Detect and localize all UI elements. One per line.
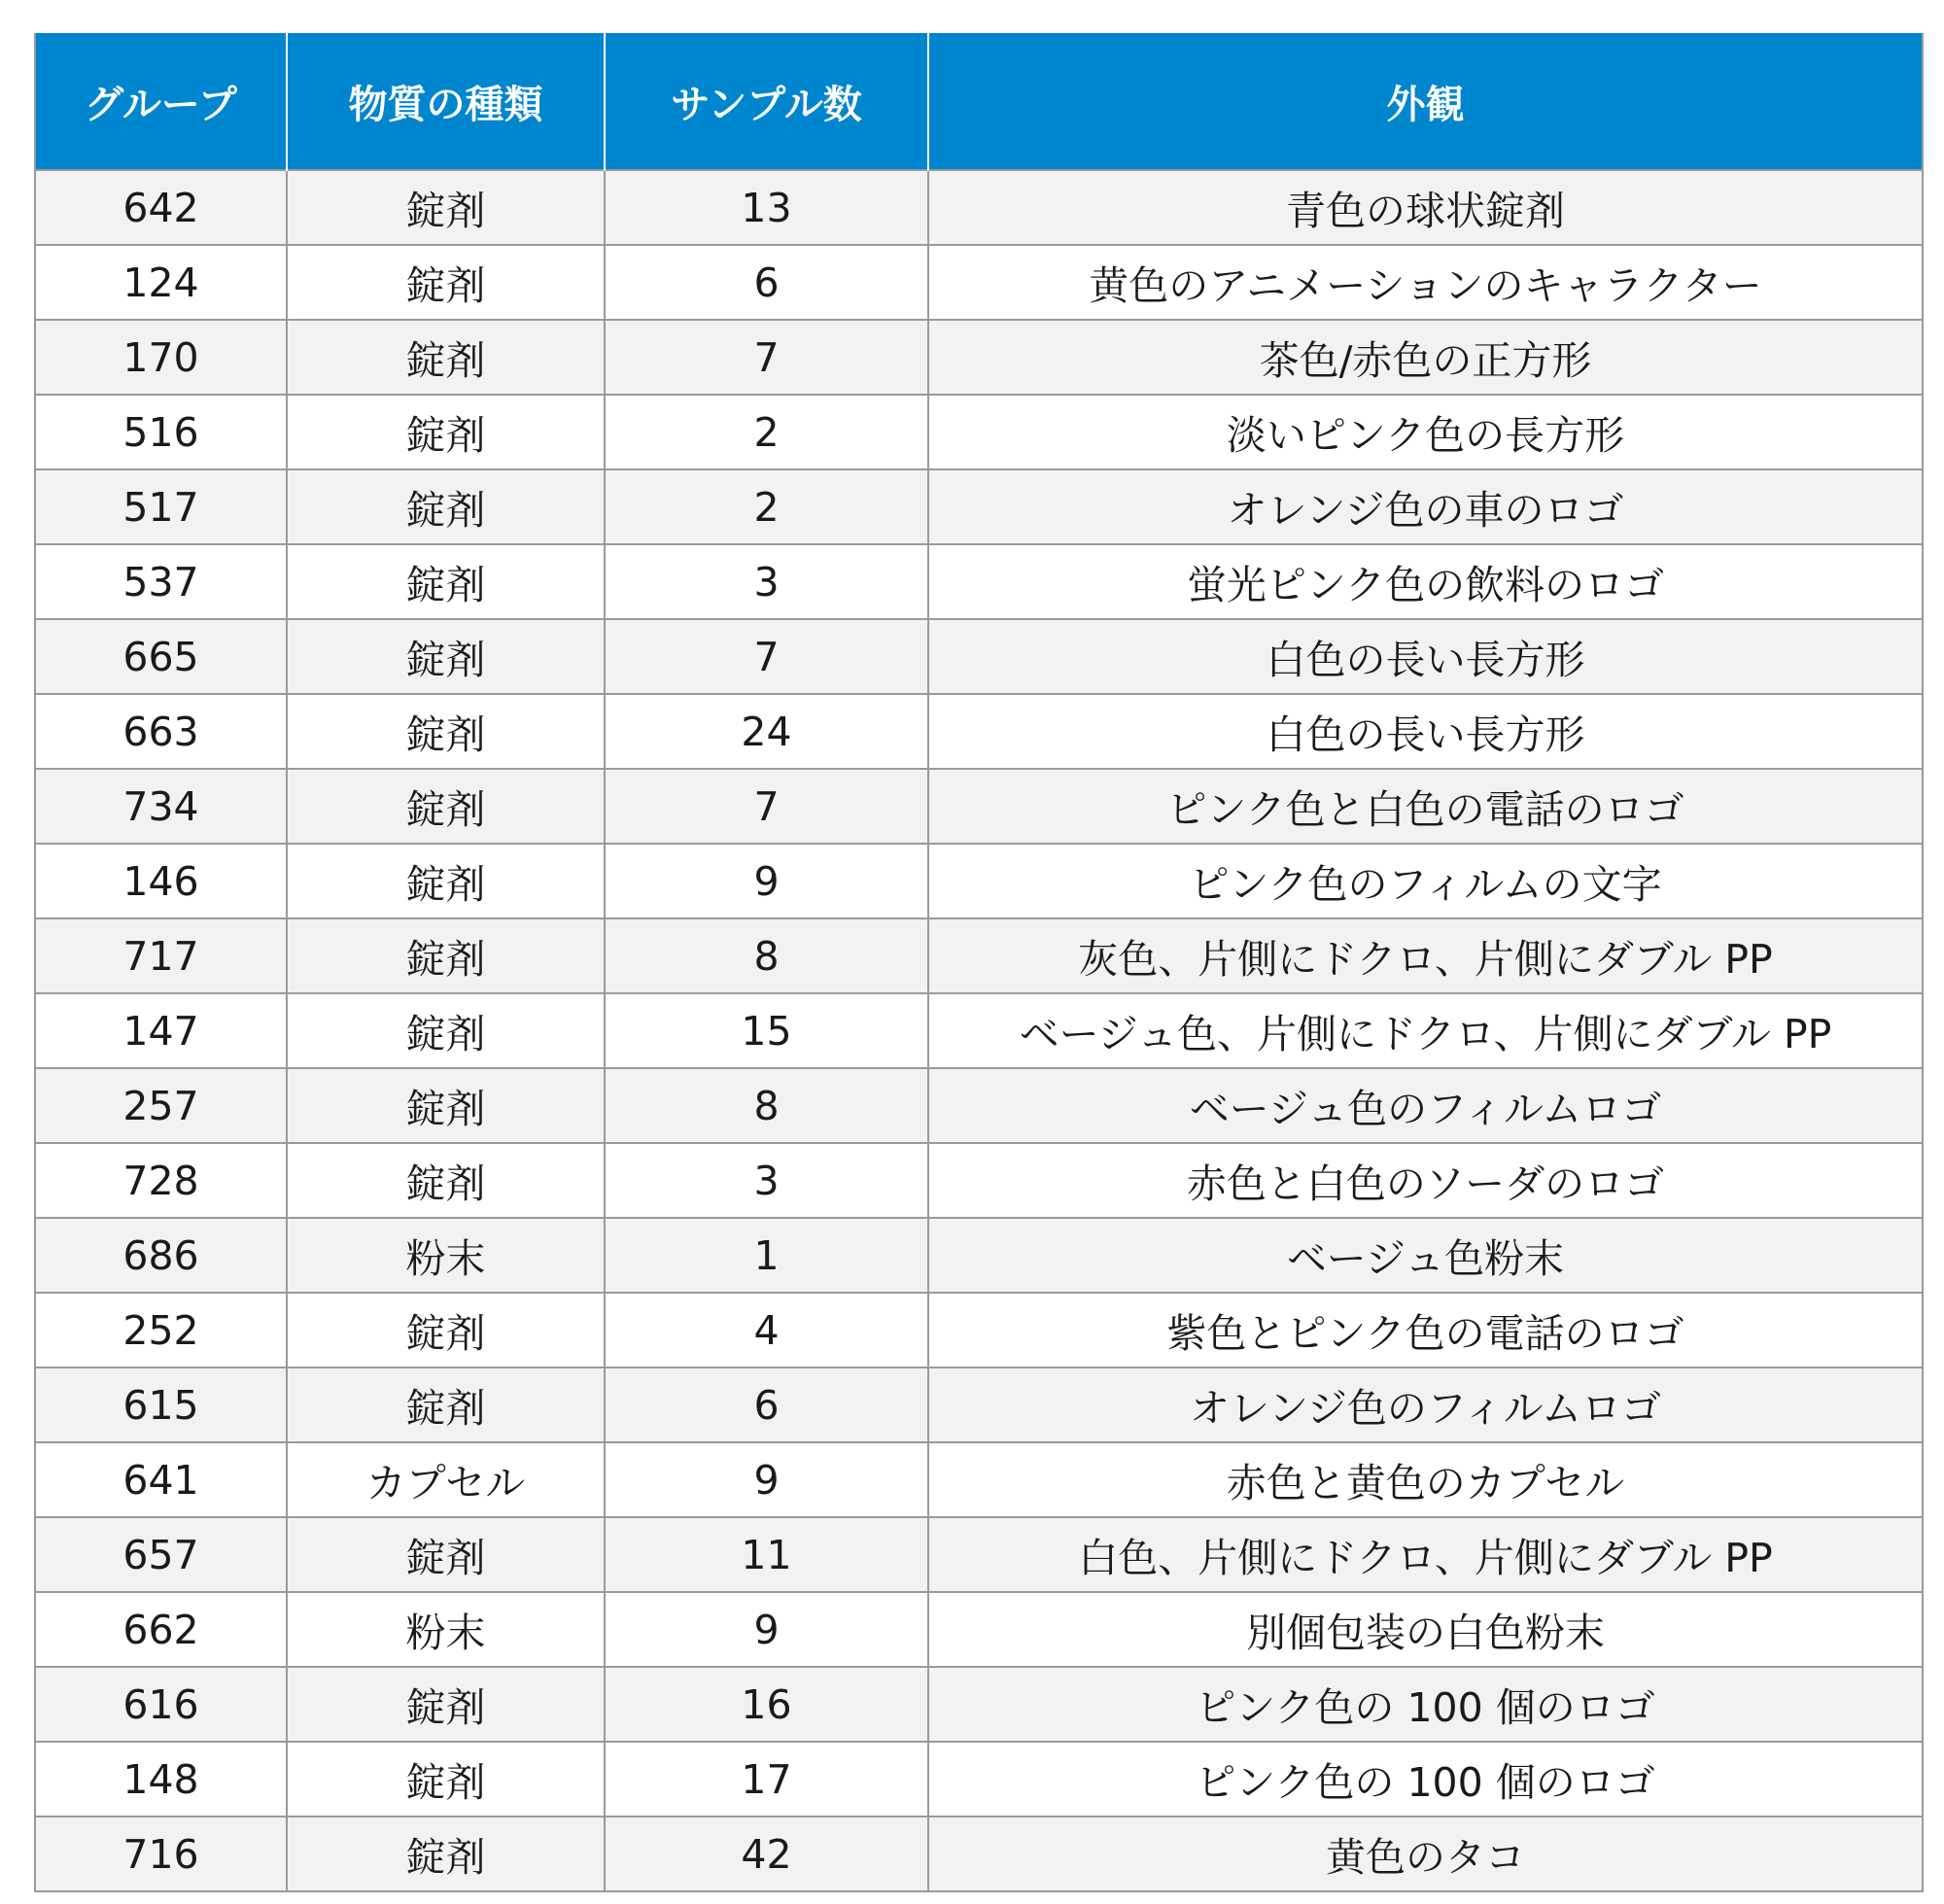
header-substance-type: 物質の種類 <box>287 33 605 170</box>
cell-substance-type: 錠剤 <box>287 1742 605 1817</box>
cell-substance-type: 錠剤 <box>287 469 605 544</box>
cell-substance-type: 錠剤 <box>287 1293 605 1367</box>
cell-sample-count: 6 <box>605 1367 928 1442</box>
cell-sample-count: 4 <box>605 1293 928 1367</box>
table-row <box>35 619 1923 694</box>
cell-sample-count: 42 <box>605 1817 928 1891</box>
cell-sample-count: 7 <box>605 320 928 395</box>
table-header <box>35 33 1923 170</box>
cell-sample-count: 6 <box>605 245 928 320</box>
cell-sample-count: 3 <box>605 544 928 619</box>
cell-appearance: オレンジ色の車のロゴ <box>928 469 1923 544</box>
cell-substance-type: 粉末 <box>287 1218 605 1293</box>
header-sample-count: サンプル数 <box>605 33 928 170</box>
cell-appearance: ピンク色のフィルムの文字 <box>928 844 1923 918</box>
cell-group: 615 <box>35 1367 287 1442</box>
table-row <box>35 1817 1923 1891</box>
cell-substance-type: 錠剤 <box>287 395 605 469</box>
cell-group: 147 <box>35 993 287 1068</box>
table-row <box>35 320 1923 395</box>
cell-group: 517 <box>35 469 287 544</box>
table-row <box>35 1068 1923 1143</box>
cell-appearance: 青色の球状錠剤 <box>928 170 1923 245</box>
cell-group: 616 <box>35 1667 287 1742</box>
cell-substance-type: 錠剤 <box>287 769 605 844</box>
cell-substance-type: 錠剤 <box>287 844 605 918</box>
table-row <box>35 395 1923 469</box>
cell-appearance: 蛍光ピンク色の飲料のロゴ <box>928 544 1923 619</box>
cell-appearance: 黄色のタコ <box>928 1817 1923 1891</box>
cell-appearance: ピンク色の 100 個のロゴ <box>928 1742 1923 1817</box>
table-row <box>35 1442 1923 1517</box>
table-row <box>35 1667 1923 1742</box>
table-row <box>35 1293 1923 1367</box>
table-row <box>35 844 1923 918</box>
cell-sample-count: 7 <box>605 619 928 694</box>
cell-substance-type: 錠剤 <box>287 1143 605 1218</box>
cell-appearance: ベージュ色粉末 <box>928 1218 1923 1293</box>
cell-appearance: 赤色と白色のソーダのロゴ <box>928 1143 1923 1218</box>
cell-sample-count: 15 <box>605 993 928 1068</box>
cell-appearance: ベージュ色、片側にドクロ、片側にダブル PP <box>928 993 1923 1068</box>
table-row <box>35 245 1923 320</box>
cell-substance-type: 錠剤 <box>287 1667 605 1742</box>
cell-substance-type: 粉末 <box>287 1592 605 1667</box>
table-row <box>35 469 1923 544</box>
cell-appearance: 淡いピンク色の長方形 <box>928 395 1923 469</box>
cell-sample-count: 7 <box>605 769 928 844</box>
data-table-container <box>34 33 1922 1892</box>
table-row <box>35 544 1923 619</box>
cell-substance-type: 錠剤 <box>287 320 605 395</box>
cell-group: 717 <box>35 918 287 993</box>
cell-substance-type: 錠剤 <box>287 1068 605 1143</box>
table-row <box>35 1517 1923 1592</box>
cell-appearance: 赤色と黄色のカプセル <box>928 1442 1923 1517</box>
cell-group: 716 <box>35 1817 287 1891</box>
cell-group: 642 <box>35 170 287 245</box>
cell-sample-count: 1 <box>605 1218 928 1293</box>
cell-substance-type: 錠剤 <box>287 1517 605 1592</box>
cell-sample-count: 9 <box>605 1442 928 1517</box>
cell-group: 257 <box>35 1068 287 1143</box>
cell-appearance: 白色、片側にドクロ、片側にダブル PP <box>928 1517 1923 1592</box>
cell-group: 663 <box>35 694 287 769</box>
cell-group: 686 <box>35 1218 287 1293</box>
cell-sample-count: 24 <box>605 694 928 769</box>
cell-appearance: 紫色とピンク色の電話のロゴ <box>928 1293 1923 1367</box>
table-row <box>35 918 1923 993</box>
table-row <box>35 993 1923 1068</box>
cell-substance-type: カプセル <box>287 1442 605 1517</box>
cell-group: 728 <box>35 1143 287 1218</box>
cell-group: 170 <box>35 320 287 395</box>
cell-substance-type: 錠剤 <box>287 619 605 694</box>
table-row <box>35 1143 1923 1218</box>
data-table <box>34 33 1924 1892</box>
cell-sample-count: 2 <box>605 469 928 544</box>
header-appearance: 外観 <box>928 33 1923 170</box>
table-body <box>35 170 1923 1891</box>
cell-sample-count: 9 <box>605 1592 928 1667</box>
cell-sample-count: 9 <box>605 844 928 918</box>
cell-sample-count: 3 <box>605 1143 928 1218</box>
cell-group: 641 <box>35 1442 287 1517</box>
cell-substance-type: 錠剤 <box>287 170 605 245</box>
cell-appearance: オレンジ色のフィルムロゴ <box>928 1367 1923 1442</box>
header-row <box>35 33 1923 170</box>
cell-group: 516 <box>35 395 287 469</box>
cell-appearance: 白色の長い長方形 <box>928 694 1923 769</box>
cell-sample-count: 16 <box>605 1667 928 1742</box>
cell-substance-type: 錠剤 <box>287 694 605 769</box>
table-row <box>35 769 1923 844</box>
cell-sample-count: 2 <box>605 395 928 469</box>
cell-sample-count: 13 <box>605 170 928 245</box>
table-row <box>35 1218 1923 1293</box>
cell-appearance: ピンク色の 100 個のロゴ <box>928 1667 1923 1742</box>
cell-group: 146 <box>35 844 287 918</box>
cell-substance-type: 錠剤 <box>287 1367 605 1442</box>
cell-sample-count: 8 <box>605 918 928 993</box>
table-row <box>35 1592 1923 1667</box>
cell-sample-count: 8 <box>605 1068 928 1143</box>
cell-sample-count: 17 <box>605 1742 928 1817</box>
cell-group: 665 <box>35 619 287 694</box>
cell-appearance: 灰色、片側にドクロ、片側にダブル PP <box>928 918 1923 993</box>
cell-group: 662 <box>35 1592 287 1667</box>
cell-group: 148 <box>35 1742 287 1817</box>
header-group: グループ <box>35 33 287 170</box>
cell-appearance: 黄色のアニメーションのキャラクター <box>928 245 1923 320</box>
cell-appearance: 茶色/赤色の正方形 <box>928 320 1923 395</box>
table-row <box>35 1742 1923 1817</box>
table-row <box>35 1367 1923 1442</box>
cell-group: 252 <box>35 1293 287 1367</box>
cell-group: 124 <box>35 245 287 320</box>
cell-substance-type: 錠剤 <box>287 544 605 619</box>
cell-group: 734 <box>35 769 287 844</box>
cell-substance-type: 錠剤 <box>287 918 605 993</box>
cell-substance-type: 錠剤 <box>287 993 605 1068</box>
table-row <box>35 170 1923 245</box>
cell-appearance: 白色の長い長方形 <box>928 619 1923 694</box>
table-row <box>35 694 1923 769</box>
cell-substance-type: 錠剤 <box>287 1817 605 1891</box>
cell-group: 657 <box>35 1517 287 1592</box>
cell-group: 537 <box>35 544 287 619</box>
cell-substance-type: 錠剤 <box>287 245 605 320</box>
cell-appearance: ベージュ色のフィルムロゴ <box>928 1068 1923 1143</box>
cell-appearance: ピンク色と白色の電話のロゴ <box>928 769 1923 844</box>
cell-appearance: 別個包装の白色粉末 <box>928 1592 1923 1667</box>
cell-sample-count: 11 <box>605 1517 928 1592</box>
